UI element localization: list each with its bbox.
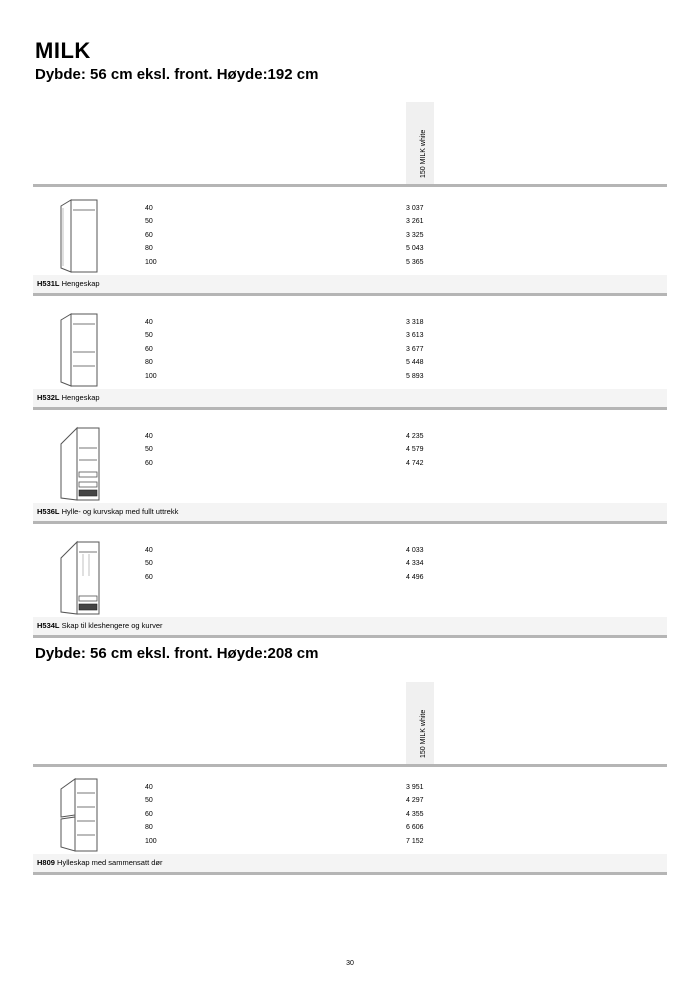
width-value: 60 [145, 459, 153, 467]
price-value: 4 742 [406, 459, 424, 467]
price-value: 4 033 [406, 547, 424, 554]
product-name: Skap til kleshengere og kurver [61, 621, 163, 630]
width-value: 50 [145, 218, 153, 226]
product-label [33, 854, 667, 875]
width-value: 60 [145, 810, 153, 818]
price-value: 5 448 [406, 359, 424, 367]
price-value: 5 365 [406, 258, 424, 266]
price-value: 4 355 [406, 810, 424, 818]
width-value: 60 [145, 231, 153, 239]
width-list [145, 202, 157, 269]
product-name: Hylleskap med sammensatt dør [57, 858, 163, 867]
column-label: 150 MILK white [420, 129, 427, 178]
width-value: 100 [145, 372, 157, 380]
product-code: H534L [37, 621, 60, 630]
product-row-h531l [33, 196, 667, 296]
price-column-header [406, 102, 434, 184]
product-label [33, 617, 667, 638]
cabinet-hangers-baskets-icon [49, 540, 111, 616]
price-list [406, 781, 424, 848]
width-value: 50 [145, 446, 153, 454]
product-row-h536l [33, 424, 667, 524]
price-value: 4 579 [406, 446, 424, 454]
product-code: H809 [37, 858, 55, 867]
product-label [33, 389, 667, 410]
product-code: H531L [37, 279, 60, 288]
header-divider [33, 184, 667, 187]
product-name: Hengeskap [61, 279, 100, 288]
group-heading-192: Dybde: 56 cm eksl. front. Høyde:192 cm [35, 66, 319, 83]
width-value: 80 [145, 359, 153, 367]
price-column-header [406, 682, 434, 764]
width-value: 80 [145, 824, 153, 832]
column-label: 150 MILK white [420, 709, 427, 758]
width-value: 60 [145, 573, 153, 581]
price-value: 3 318 [406, 319, 424, 326]
width-value: 40 [145, 547, 153, 554]
product-code: H532L [37, 393, 60, 402]
price-value: 3 613 [406, 332, 424, 340]
width-value: 100 [145, 258, 157, 266]
price-value: 4 334 [406, 560, 424, 568]
cabinet-rail-shelves-icon [49, 312, 111, 388]
price-list [406, 430, 424, 470]
product-row-h809 [33, 775, 667, 875]
price-value: 3 037 [406, 205, 424, 212]
width-list [145, 316, 157, 383]
price-value: 4 496 [406, 573, 424, 581]
width-value: 80 [145, 245, 153, 253]
product-label [33, 503, 667, 524]
width-list [145, 781, 157, 848]
price-list [406, 544, 424, 584]
price-value: 3 951 [406, 784, 424, 791]
header-divider [33, 764, 667, 767]
price-value: 5 043 [406, 245, 424, 253]
price-list [406, 202, 424, 269]
price-value: 7 152 [406, 837, 424, 845]
price-value: 3 261 [406, 218, 424, 226]
price-value: 3 677 [406, 345, 424, 353]
group-heading-208: Dybde: 56 cm eksl. front. Høyde:208 cm [35, 645, 319, 662]
product-name: Hylle- og kurvskap med fullt uttrekk [61, 507, 179, 516]
page-title: MILK [35, 38, 91, 63]
product-name: Hengeskap [61, 393, 100, 402]
width-value: 50 [145, 797, 153, 805]
width-list [145, 544, 153, 584]
price-value: 6 606 [406, 824, 424, 832]
page-number: 30 [346, 960, 354, 967]
width-value: 60 [145, 345, 153, 353]
price-list [406, 316, 424, 383]
cabinet-shelves-split-door-icon [49, 777, 111, 853]
price-value: 3 325 [406, 231, 424, 239]
product-label [33, 275, 667, 296]
product-row-h534l [33, 538, 667, 638]
price-value: 5 893 [406, 372, 424, 380]
width-value: 40 [145, 205, 153, 212]
price-value: 4 235 [406, 433, 424, 440]
width-value: 100 [145, 837, 157, 845]
cabinet-shelves-baskets-icon [49, 426, 111, 502]
width-value: 50 [145, 332, 153, 340]
product-code: H536L [37, 507, 60, 516]
price-value: 4 297 [406, 797, 424, 805]
width-list [145, 430, 153, 470]
width-value: 40 [145, 784, 153, 791]
product-row-h532l [33, 310, 667, 410]
width-value: 40 [145, 433, 153, 440]
width-value: 50 [145, 560, 153, 568]
width-value: 40 [145, 319, 153, 326]
cabinet-hanging-rail-icon [49, 198, 111, 274]
